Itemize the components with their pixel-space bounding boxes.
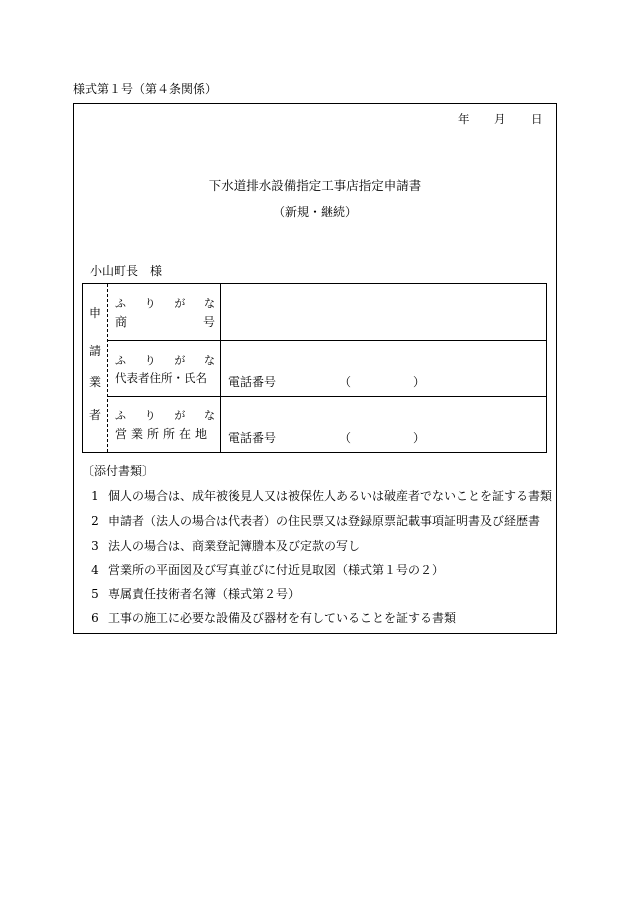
attachment-item: 1 個人の場合は、成年被後見人又は被保佐人あるいは破産者でないことを証する書類 <box>91 489 553 503</box>
side-char: 請 <box>88 344 101 358</box>
applicant-table <box>82 283 547 453</box>
attachment-item: 5 専属責任技術者名簿（様式第２号） <box>91 587 301 601</box>
paren-open: （ <box>339 431 352 445</box>
representative-tel-label: 電話番号 <box>228 375 277 389</box>
side-char: 業 <box>88 375 101 389</box>
paren-close: ） <box>413 431 426 445</box>
furigana: ふ り が な <box>115 409 215 422</box>
date-month: 月 <box>494 112 506 126</box>
paren-close: ） <box>413 375 426 389</box>
attachment-item: 3 法人の場合は、商業登記簿謄本及び定款の写し <box>91 539 361 553</box>
attachments-heading: 〔添付書類〕 <box>82 464 155 478</box>
document-subtitle: （新規・継続） <box>272 205 357 219</box>
attachment-item: 2 申請者（法人の場合は代表者）の住民票又は登録原票記載事項証明書及び経歴書 <box>91 514 541 528</box>
row-divider <box>107 396 547 397</box>
office-tel-label: 電話番号 <box>228 431 277 445</box>
trade-name-label: ふ り が な 商 号 <box>115 297 215 329</box>
column-divider <box>220 284 221 452</box>
furigana: ふ り が な <box>115 354 215 367</box>
furigana: ふ り が な <box>115 297 215 310</box>
date-day: 日 <box>531 112 543 126</box>
attachment-item: 6 工事の施工に必要な設備及び器材を有していることを証する書類 <box>91 611 457 625</box>
paren-open: （ <box>339 375 352 389</box>
office-label: ふ り が な 営業所所在地 <box>115 409 215 441</box>
column-divider <box>107 284 108 452</box>
addressee: 小山町長 様 <box>90 264 163 278</box>
side-char: 申 <box>88 306 101 320</box>
document-title: 下水道排水設備指定工事店指定申請書 <box>208 178 422 193</box>
representative-label: ふ り が な 代表者住所・氏名 <box>115 354 215 385</box>
date-year: 年 <box>458 112 470 126</box>
attachment-item: 4 営業所の平面図及び写真並びに付近見取図（様式第１号の２） <box>91 563 445 577</box>
form-number: 様式第１号（第４条関係） <box>73 82 218 96</box>
row-divider <box>107 340 547 341</box>
side-char: 者 <box>88 408 101 422</box>
